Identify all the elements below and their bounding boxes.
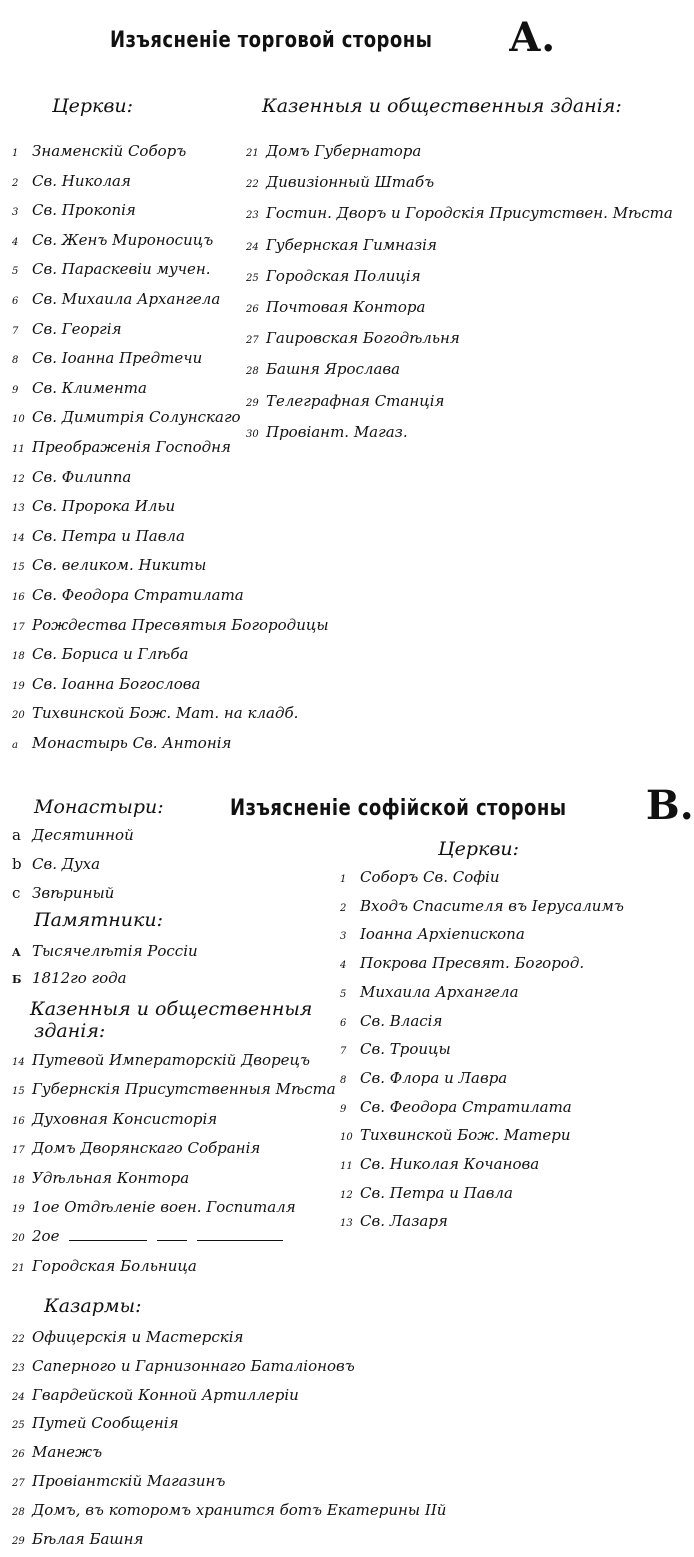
item-number: 3 [12, 207, 19, 219]
item-number: 19 [12, 680, 25, 692]
b-churches-heading: Церкви: [438, 838, 520, 860]
item-number: 14 [12, 1057, 25, 1068]
item-name: Св. Флора и Лавра [360, 1068, 508, 1087]
item-number: 23 [12, 1362, 25, 1374]
item-name: Тихвинской Бож. Матери [360, 1126, 571, 1145]
item-number: 11 [340, 1161, 353, 1172]
item-number: b [12, 855, 22, 873]
a-govt-item [246, 300, 425, 315]
b-barracks-item [12, 1330, 243, 1345]
item-number: 5 [340, 988, 347, 1000]
item-name: Св. Власія [360, 1011, 443, 1030]
item-number: 24 [12, 1391, 25, 1403]
a-govt-item [246, 331, 460, 346]
b-govt-item [12, 1141, 260, 1156]
b-barracks-item [12, 1500, 447, 1519]
a-govt-item [246, 235, 437, 254]
item-number: 26 [12, 1449, 25, 1461]
item-number: 10 [340, 1132, 353, 1144]
item-name: Св. Николая Кочанова [360, 1155, 540, 1173]
b-govt-item [12, 1200, 296, 1215]
item-name: Св. Троицы [360, 1040, 451, 1059]
b-churches-item [340, 1042, 451, 1057]
b-barracks-item [12, 1445, 102, 1460]
item-name: Тихвинской Бож. Мат. на кладб. [32, 704, 299, 723]
b-barracks-item [12, 1529, 144, 1548]
item-name: Удѣльная Контора [32, 1168, 190, 1187]
item-name: Входъ Спасителя въ Іерусалимъ [360, 896, 624, 915]
item-name: Михаила Архангела [360, 982, 519, 1001]
b-barracks-item [12, 1356, 355, 1375]
item-name: Гвардейской Конной Артиллеріи [32, 1385, 299, 1404]
a-churches-item [12, 410, 241, 425]
b-monasteries-item [12, 828, 134, 843]
item-name: Св. Прокопія [32, 201, 136, 220]
item-number: 6 [12, 296, 19, 307]
item-number: 18 [12, 651, 25, 663]
a-govt-item [246, 144, 421, 159]
b-govt-item [12, 1168, 190, 1187]
item-name: Десятинной [32, 826, 134, 844]
a-churches-item [12, 499, 175, 514]
b-govt-item [12, 1053, 310, 1068]
item-number: 15 [12, 562, 25, 574]
b-churches-item [340, 1157, 539, 1172]
item-number: 21 [12, 1262, 25, 1274]
a-churches-item [12, 526, 185, 545]
item-number: 10 [12, 414, 25, 426]
item-name: Рождества Пресвятыя Богородицы [32, 615, 329, 634]
item-name: Гостин. Дворъ и Городскія Присутствен. Мѣста [266, 204, 673, 223]
item-number: a [12, 740, 18, 751]
item-number: 21 [246, 148, 259, 159]
item-name: Св. Филиппа [32, 467, 132, 486]
b-monasteries-item [12, 886, 114, 901]
item-name: Знаменскій Соборъ [32, 142, 187, 160]
a-churches-item [12, 615, 329, 634]
a-govt-item [246, 175, 434, 190]
item-name: Дивизіонный Штабъ [266, 173, 435, 192]
item-name: 2ое [32, 1227, 60, 1246]
item-number: 12 [340, 1189, 353, 1201]
item-number: 9 [12, 384, 19, 396]
item-name: Тысячелѣтія Россіи [32, 942, 198, 960]
item-number: 22 [246, 179, 259, 191]
title-sofia-side-text: Изъясненіе софійской стороны [230, 796, 567, 821]
item-number: 20 [12, 1233, 25, 1245]
b-govt-item [12, 1229, 283, 1244]
item-name: Звѣриный [32, 884, 115, 902]
a-churches-item [12, 647, 188, 662]
item-number: 8 [340, 1074, 347, 1086]
item-number: 5 [12, 266, 19, 278]
item-name: Св. Михаила Архангела [32, 290, 221, 308]
title-trade-side-text: Изъясненіе торговой стороны [110, 28, 433, 53]
item-number: 18 [12, 1174, 25, 1186]
item-number: 20 [12, 710, 25, 722]
item-number: A [12, 946, 21, 959]
b-monasteries-heading: Монастыри: [34, 796, 164, 818]
a-churches-item [12, 351, 202, 366]
item-name: Св. великом. Никиты [32, 556, 207, 575]
item-number: 27 [246, 335, 259, 347]
b-monuments-heading: Памятники: [34, 909, 163, 931]
item-name: Манежъ [32, 1443, 103, 1462]
item-name: Путевой Императорскій Дворецъ [32, 1051, 311, 1069]
b-barracks-heading: Казармы: [44, 1295, 142, 1317]
a-churches-item [12, 674, 201, 693]
b-churches-item [340, 1183, 513, 1202]
item-name: Телеграфная Станція [266, 391, 445, 410]
item-number: 13 [12, 503, 25, 515]
title-trade-side-letter: А. [508, 14, 556, 61]
b-churches-item [340, 927, 525, 942]
b-barracks-item [12, 1416, 179, 1431]
item-name: Башня Ярослава [266, 360, 401, 379]
item-name: Преображенія Господня [32, 438, 231, 456]
item-number: 16 [12, 592, 25, 603]
b-monuments-item [12, 971, 127, 986]
item-number: 9 [340, 1103, 347, 1115]
item-number: 17 [12, 1145, 25, 1157]
item-name: Св. Женъ Мироносицъ [32, 230, 214, 249]
item-number: 14 [12, 532, 25, 544]
item-number: c [12, 884, 21, 902]
item-name: Домъ Дворянскаго Собранія [32, 1139, 261, 1158]
item-name: Св. Бориса и Глѣба [32, 645, 189, 664]
ditto-line [69, 1240, 147, 1241]
b-govt-item [12, 1256, 197, 1275]
a-govt-item [246, 362, 400, 377]
a-churches-item [12, 292, 220, 307]
item-name: Домъ Губернатора [266, 142, 422, 160]
b-churches-item [340, 1097, 572, 1116]
item-number: 7 [12, 325, 19, 337]
item-number: 24 [246, 241, 259, 253]
a-churches-item [12, 588, 244, 603]
item-name: 1812го года [32, 969, 127, 987]
item-name: Св. Лазаря [360, 1212, 448, 1231]
title-sofia-side [230, 782, 694, 829]
a-govt-item [246, 206, 673, 221]
item-name: Монастырь Св. Антонія [32, 734, 232, 752]
a-churches-item [12, 706, 298, 721]
item-name: Городская Больница [32, 1256, 197, 1275]
item-number: 4 [12, 236, 19, 248]
item-name: Св. Пророка Ильи [32, 497, 176, 516]
item-name: Св. Климента [32, 378, 147, 397]
item-name: Офицерскія и Мастерскія [32, 1328, 244, 1346]
item-name: Іоанна Архіепископа [360, 925, 525, 944]
item-number: 25 [246, 272, 259, 284]
item-number: 17 [12, 621, 25, 633]
b-churches-item [340, 1128, 571, 1143]
item-number: 28 [12, 1506, 25, 1518]
item-name: Саперного и Гарнизоннаго Баталіоновъ [32, 1356, 355, 1375]
item-name: Св. Іоанна Предтечи [32, 349, 203, 368]
item-number: 1 [340, 874, 347, 885]
a-churches-item [12, 378, 147, 397]
item-number: 1 [12, 148, 19, 159]
b-churches-item [340, 982, 519, 1001]
item-name: Бѣлая Башня [32, 1529, 144, 1548]
item-number: 28 [246, 366, 259, 378]
item-name: Св. Петра и Павла [32, 526, 185, 545]
item-number: 12 [12, 473, 25, 485]
a-churches-heading: Церкви: [52, 95, 134, 117]
b-churches-item [340, 1214, 448, 1229]
item-name: Соборъ Св. Софіи [360, 868, 500, 886]
item-number: 15 [12, 1086, 25, 1098]
b-churches-item [340, 956, 584, 971]
a-churches-item [12, 262, 211, 277]
item-number: 26 [246, 304, 259, 315]
b-churches-item [340, 1068, 508, 1087]
item-name: Покрова Пресвят. Богород. [360, 954, 585, 973]
item-number: 23 [246, 210, 259, 222]
a-churches-item [12, 467, 132, 486]
item-number: 11 [12, 444, 25, 455]
a-churches-item [12, 440, 231, 455]
ditto-line [157, 1240, 187, 1241]
item-name: Губернская Гимназія [266, 235, 437, 254]
item-name: Св. Димитрія Солунскаго [32, 408, 241, 427]
b-govt-item [12, 1082, 336, 1097]
b-churches-item [340, 896, 624, 915]
title-sofia-side-letter: В. [645, 782, 694, 829]
item-number: 19 [12, 1204, 25, 1215]
item-name: Св. Феодора Стратилата [360, 1097, 572, 1116]
b-churches-item [340, 870, 500, 885]
item-number: 4 [340, 960, 347, 972]
item-number: 29 [12, 1535, 25, 1547]
item-number: Б [12, 973, 22, 986]
item-name: Домъ, въ которомъ хранится ботъ Екатерины IIй [32, 1500, 447, 1519]
a-churches-item [12, 558, 206, 573]
item-number: 6 [340, 1017, 347, 1029]
item-number: 8 [12, 355, 19, 367]
item-number: 13 [340, 1218, 353, 1230]
item-number: 30 [246, 428, 259, 440]
a-churches-item [12, 144, 186, 159]
item-name: Св. Феодора Стратилата [32, 586, 244, 604]
item-number: 25 [12, 1420, 25, 1432]
item-name: Св. Іоанна Богослова [32, 674, 201, 693]
item-name: Гаировская Богодѣльня [266, 329, 460, 348]
a-churches-item [12, 171, 131, 190]
b-govt-heading-line1: Казенныя и общественныя [30, 998, 313, 1020]
item-name: Путей Сообщенія [32, 1414, 179, 1433]
item-name: Св. Духа [32, 855, 101, 873]
a-churches-item [12, 203, 136, 218]
item-name: Городская Полиція [266, 266, 421, 285]
item-number: 2 [340, 902, 347, 914]
b-monasteries-item [12, 857, 100, 872]
b-monuments-item [12, 944, 198, 959]
b-churches-item [340, 1011, 443, 1030]
item-number: 29 [246, 397, 259, 409]
a-govt-item [246, 266, 421, 285]
item-number: 2 [12, 177, 19, 189]
item-number: 3 [340, 931, 347, 943]
item-number: 22 [12, 1334, 25, 1345]
item-name: Св. Николая [32, 171, 131, 190]
item-name: Св. Петра и Павла [360, 1183, 513, 1202]
item-number: a [12, 826, 21, 844]
item-name: Св. Георгія [32, 319, 122, 338]
title-trade-side [110, 14, 556, 61]
a-churches-item [12, 230, 214, 249]
b-barracks-item [12, 1474, 225, 1489]
item-name: Духовная Консисторія [32, 1109, 218, 1128]
a-govt-item [246, 422, 408, 441]
item-name: Почтовая Контора [266, 298, 426, 316]
item-number: 16 [12, 1115, 25, 1127]
item-name: Провіант. Магаз. [266, 422, 408, 441]
item-name: Провіантскій Магазинъ [32, 1472, 226, 1490]
item-name: Губернскія Присутственныя Мѣста [32, 1080, 336, 1099]
item-name: 1ое Отдѣленіе воен. Госпиталя [32, 1198, 296, 1216]
a-churches-item [12, 736, 231, 751]
b-govt-heading-line2: зданія: [34, 1020, 106, 1042]
item-name: Св. Параскевіи мучен. [32, 260, 211, 279]
a-govt-heading: Казенныя и общественныя зданія: [262, 95, 622, 117]
b-barracks-item [12, 1385, 299, 1404]
ditto-line [197, 1240, 283, 1241]
a-churches-item [12, 319, 122, 338]
item-number: 27 [12, 1478, 25, 1489]
b-govt-item [12, 1109, 218, 1128]
a-govt-item [246, 391, 445, 410]
item-number: 7 [340, 1046, 347, 1058]
